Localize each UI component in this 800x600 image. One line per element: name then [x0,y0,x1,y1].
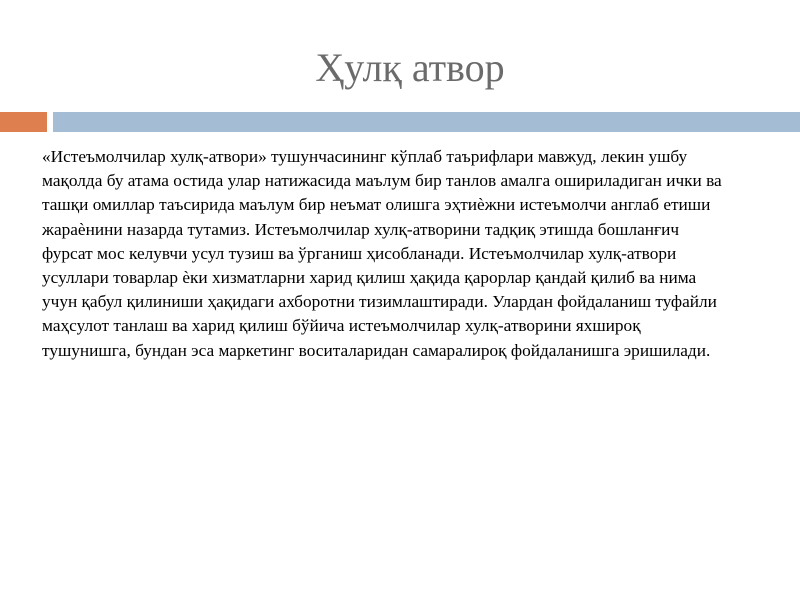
accent-bar-blue [53,112,800,132]
slide-title: Ҳулқ атвор [315,45,505,90]
accent-bar-orange [0,112,47,132]
slide-body-text: «Истеъмолчилар хулқ-атвори» тушунчасининг кўплаб таърифлари мавжуд, лекин ушбу мақолда бу атама остида улар натижасида маълум бир танлов амалга ошириладиган ички ва ташқи омиллар таъсирида маълум бир неъмат олишга эҳтиѐжни истеъмолчи англаб етиши жараѐнини назарда тутамиз. Истеъмолчилар хулқ-атворини тадқиқ этишда бошланғич фурсат мос келувчи усул тузиш ва ўрганиш ҳисобланади. Истеъмолчилар хулқ-атвори усуллари товарлар ѐки хизматларни харид қилиш ҳақида қарорлар қандай қилиб ва нима учун қабул қилиниши ҳақидаги ахборотни тизимлаштиради. Улардан фойдаланиш туфайли маҳсулот танлаш ва харид қилиш бўйича истеъмолчилар хулқ-атворини яхшироқ тушунишга, бундан эса маркетинг воситаларидан самаралироқ фойдаланишга эришилади. [42,147,722,360]
